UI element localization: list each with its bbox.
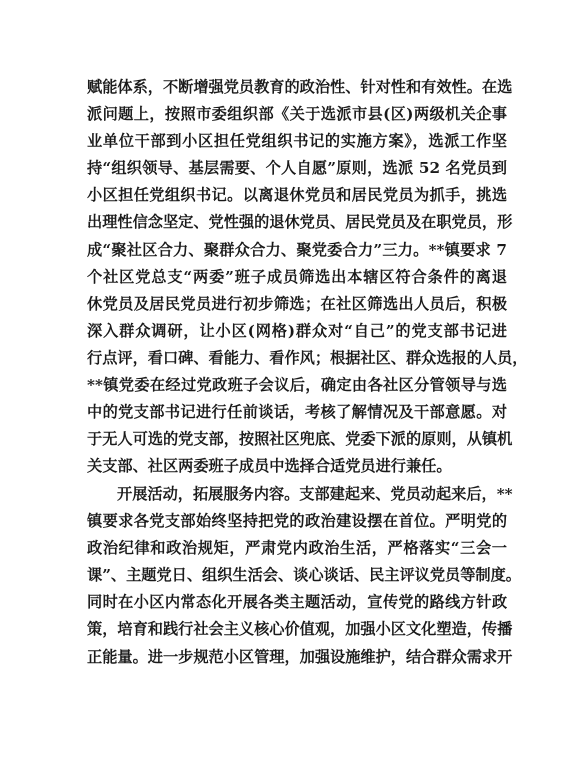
text-line: 个社区党总支“两委”班子成员筛选出本辖区符合条件的离退 (87, 267, 507, 286)
text-line: 业单位干部到小区担任党组织书记的实施方案》，选派工作坚 (87, 132, 507, 151)
text-line: 政治纪律和政治规矩，严肃党内政治生活，严格落实“三会一 (87, 539, 507, 558)
text-line: 出理性信念坚定、党性强的退休党员、居民党员及在职党员，形 (87, 213, 513, 232)
paragraph-1 (87, 74, 528, 480)
text-line: 策，培育和践行社会主义核心价值观，加强小区文化塑造，传播 (87, 620, 513, 639)
text-line: **镇党委在经过党政班子会议后，确定由各社区分管领导与选 (87, 376, 507, 395)
text-line: 赋能体系，不断增强党员教育的政治性、针对性和有效性。在选 (87, 78, 513, 96)
text-line: 开展活动，拓展服务内容。支部建起来、党员动起来后，** (117, 485, 513, 503)
text-line: 课”、主题党日、组织生活会、谈心谈话、民主评议党员等制度。 (87, 566, 521, 585)
text-line: 成“聚社区合力、聚群众合力、聚党委合力”三力。**镇要求 7 (87, 240, 507, 259)
text-line: 镇要求各党支部始终坚持把党的政治建设摆在首位。严明党的 (87, 512, 507, 531)
text-line: 正能量。进一步规范小区管理，加强设施维护，结合群众需求开 (87, 647, 513, 666)
text-line: 行点评，看口碑、看能力、看作风；根据社区、群众选报的人员， (87, 348, 528, 367)
text-line: 持“组织领导、基层需要、个人自愿”原则，选派 52 名党员到 (87, 159, 507, 178)
text-line: 于无人可选的党支部，按照社区兜底、党委下派的原则，从镇机 (87, 430, 513, 449)
text-line: 中的党支部书记进行任前谈话，考核了解情况及干部意愿。对 (87, 403, 507, 422)
text-line: 派问题上，按照市委组织部《关于选派市县(区)两级机关企事 (87, 105, 507, 124)
text-line: 小区担任党组织书记。以离退休党员和居民党员为抓手，挑选 (87, 186, 507, 205)
paragraph-2 (87, 481, 521, 671)
text-line: 深入群众调研，让小区(网格)群众对“自己”的党支部书记进 (87, 321, 507, 340)
text-line: 休党员及居民党员进行初步筛选；在社区筛选出人员后，积极 (87, 294, 507, 313)
text-line: 同时在小区内常态化开展各类主题活动，宣传党的路线方针政 (87, 593, 507, 612)
text-line: 关支部、社区两委班子成员中选择合适党员进行兼任。 (87, 457, 452, 476)
